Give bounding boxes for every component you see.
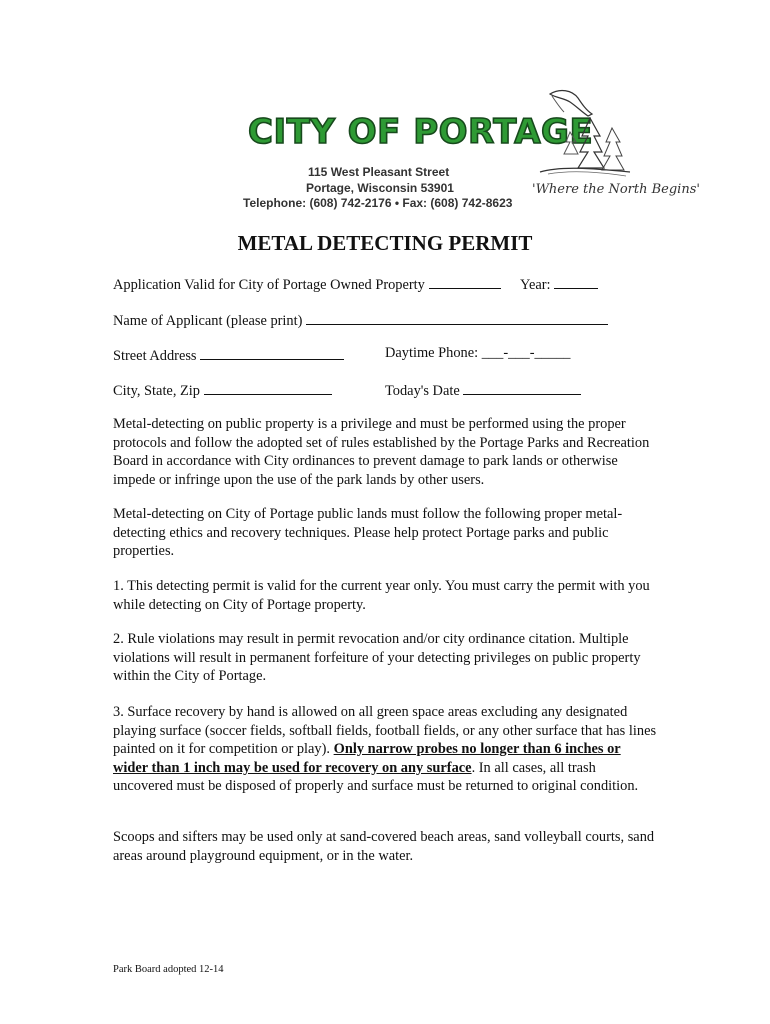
street-label: Street Address xyxy=(113,348,197,364)
phone-label: Daytime Phone: xyxy=(385,345,479,361)
address-line-1: 115 West Pleasant Street xyxy=(308,165,450,179)
city-input[interactable] xyxy=(204,380,332,395)
year-input[interactable] xyxy=(554,274,598,289)
name-input[interactable] xyxy=(306,310,608,325)
city-label: City, State, Zip xyxy=(113,383,201,399)
rule-2: 2. Rule violations may result in permit revocation and/or city ordinance citation. Multiple violations will result in permanent forfeiture of your detecting privileges on public property within the City of Portage. xyxy=(113,631,641,684)
date-field xyxy=(385,380,581,400)
year-label: Year: xyxy=(520,277,551,293)
address-line-2: Portage, Wisconsin 53901 xyxy=(306,181,454,195)
intro-paragraph-2: Metal-detecting on City of Portage public lands must follow the following proper metal-detecting ethics and recovery techniques. Please help protect Portage parks and public properties. xyxy=(113,506,623,559)
footer-note: Park Board adopted 12-14 xyxy=(113,964,224,975)
intro-paragraph-1: Metal-detecting on public property is a privilege and must be performed using the proper protocols and follow the adopted set of rules established by the Portage Parks and Recreation Board in accordance with City ordinances to prevent damage to park lands or otherwise impede or infringe upon the use of the park lands by other users. xyxy=(113,416,650,488)
pine-tree-eagle-illustration-icon xyxy=(530,88,640,183)
city-field xyxy=(113,380,332,400)
city-tagline: 'Where the North Begins' xyxy=(532,182,700,197)
date-input[interactable] xyxy=(463,380,581,395)
date-label: Today's Date xyxy=(385,383,460,399)
year-field xyxy=(520,274,598,294)
street-input[interactable] xyxy=(200,345,344,360)
rule-3-text-b: . In all cases, all trash uncovered must be disposed of properly and surface must be returned to original condition. xyxy=(113,759,639,794)
rule-3-text-a: 3. Surface recovery by hand is allowed on all green space areas excluding any designated playing surface (soccer fields, softball fields, football fields, or any other surface that has lines painted on it for competition or play). xyxy=(113,704,657,757)
document-title: METAL DETECTING PERMIT xyxy=(237,231,533,255)
phone-field xyxy=(385,345,570,362)
name-label: Name of Applicant (please print) xyxy=(113,313,303,329)
rule-3-emphasis: Only narrow probes no longer than 6 inches or wider than 1 inch may be used for recovery on any surface xyxy=(113,741,621,776)
phone-input[interactable]: ___-___-_____ xyxy=(481,345,571,361)
street-field xyxy=(113,345,344,365)
org-logo-title: CITY OF PORTAGE xyxy=(248,112,594,152)
contact-line: Telephone: (608) 742-2176 • Fax: (608) 742-8623 xyxy=(243,196,513,210)
application-label: Application Valid for City of Portage Owned Property xyxy=(113,277,425,293)
application-blank[interactable] xyxy=(429,274,501,289)
rule-1: 1. This detecting permit is valid for the current year only. You must carry the permit with you while detecting on City of Portage property. xyxy=(113,578,650,613)
application-line xyxy=(113,274,501,294)
rule-3 xyxy=(113,703,658,796)
scoops-paragraph: Scoops and sifters may be used only at sand-covered beach areas, sand volleyball courts, sand areas around playground equipment, or in the water. xyxy=(113,829,655,864)
name-field xyxy=(113,310,608,330)
